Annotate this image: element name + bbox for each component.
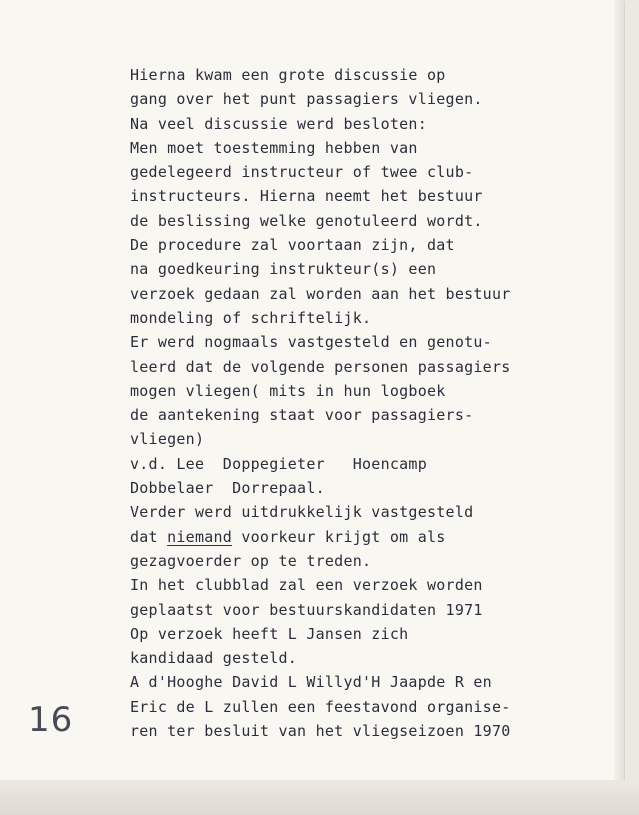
text-line: Verder werd uitdrukkelijk vastgesteld	[130, 503, 474, 522]
text-line: In het clubblad zal een verzoek worden	[130, 576, 483, 595]
text-line: Na veel discussie werd besloten:	[130, 114, 427, 133]
page-number: 16	[28, 700, 74, 740]
text-line: de aantekening staat voor passagiers-	[130, 406, 474, 425]
text-line: de beslissing welke genotuleerd wordt.	[130, 211, 483, 230]
text-line: Eric de L zullen een feestavond organise-	[130, 697, 511, 716]
text-line: Hierna kwam een grote discussie op	[130, 66, 446, 84]
page-bottom-edge	[0, 780, 639, 815]
text-line: mogen vliegen( mits in hun logboek	[130, 381, 446, 400]
text-line: De procedure zal voortaan zijn, dat	[130, 236, 455, 255]
text-line: Er werd nogmaals vastgesteld en genotu-	[130, 333, 492, 352]
text-line: vliegen)	[130, 430, 205, 449]
text-line: mondeling of schriftelijk.	[130, 308, 372, 327]
underlined-word: niemand	[167, 527, 233, 546]
text-line: Men moet toestemming hebben van	[130, 138, 418, 157]
text-line: verzoek gedaan zal worden aan het bestuur	[130, 284, 511, 303]
text-line: gedelegeerd instructeur of twee club-	[130, 163, 474, 182]
text-line: geplaatst voor bestuurskandidaten 1971	[130, 600, 483, 619]
text-line: Op verzoek heeft L Jansen zich	[130, 624, 409, 643]
typed-text-body	[130, 63, 610, 743]
text-line: ren ter besluit van het vliegseizoen 1970	[130, 722, 511, 741]
text-line: leerd dat de volgende personen passagiers	[130, 357, 511, 376]
text-line: na goedkeuring instrukteur(s) een	[130, 260, 437, 279]
text-line: kandidaad gesteld.	[130, 649, 298, 668]
text-line: Dobbelaer Dorrepaal.	[130, 479, 325, 498]
text-line: v.d. Lee Doppegieter Hoencamp	[130, 454, 427, 473]
text-segment: voorkeur krijgt om als	[232, 527, 446, 546]
text-line: A d'Hooghe David L Willyd'H Jaapde R en	[130, 673, 492, 692]
text-line: gezagvoerder op te treden.	[130, 551, 372, 570]
page-binding-edge	[614, 0, 624, 800]
text-segment: dat	[130, 527, 168, 546]
text-line: gang over het punt passagiers vliegen.	[130, 90, 483, 109]
text-line: instructeurs. Hierna neemt het bestuur	[130, 187, 483, 206]
text-line-with-underline	[130, 525, 610, 549]
